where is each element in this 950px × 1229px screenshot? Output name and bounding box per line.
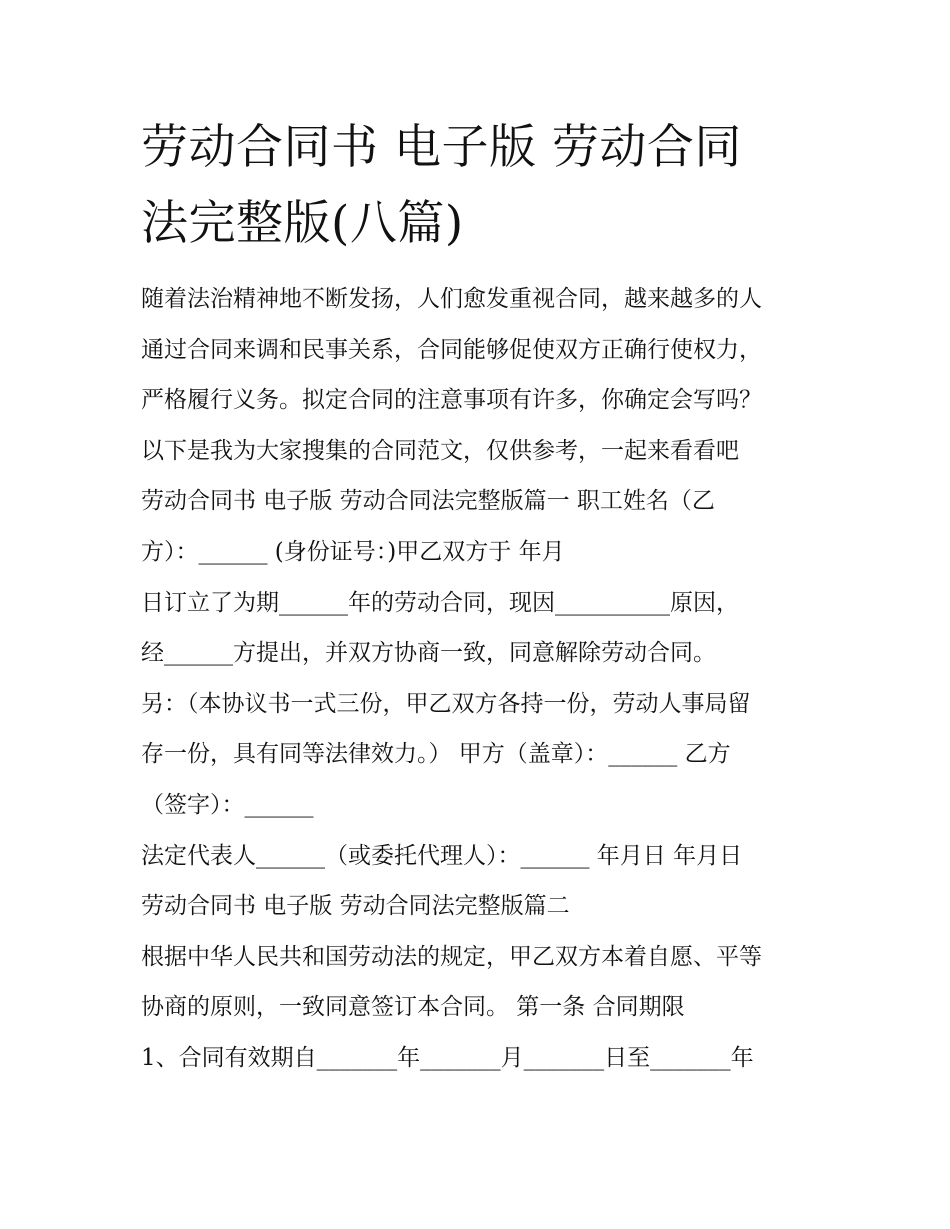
body-line-6: 方）：______ (身份证号：)甲乙双方于 年月 — [141, 538, 565, 565]
body-line-14: 根据中华人民共和国劳动法的规定，甲乙双方本着自愿、平等 — [141, 943, 762, 970]
body-line-9: 另：（本协议书一式三份，甲乙双方各持一份，劳动人事局留 — [141, 690, 751, 717]
body-line-11: （签字）：______ — [141, 791, 314, 818]
body-line-1: 随着法治精神地不断发扬，人们愈发重视合同，越来越多的人 — [141, 286, 762, 312]
body-line-7: 日订立了为期______年的劳动合同，现因__________原因， — [141, 589, 739, 616]
body-line-10: 存一份，具有同等法律效力。） 甲方（盖章）：______ 乙方 — [141, 741, 731, 768]
body-line-13: 劳动合同书 电子版 劳动合同法完整版篇二 — [141, 893, 570, 920]
title-line-2: 法完整版(八篇) — [141, 196, 464, 251]
document-page — [141, 110, 821, 1084]
document-title — [141, 110, 821, 262]
body-line-3: 严格履行义务。拟定合同的注意事项有许多，你确定会写吗？ — [141, 387, 762, 414]
body-line-15: 协商的原则，一致同意签订本合同。 第一条 合同期限 — [141, 994, 685, 1021]
body-line-8: 经______方提出，并双方协商一致，同意解除劳动合同。 — [141, 640, 716, 667]
body-line-16: 1、合同有效期自_______年_______月_______日至_______年 — [141, 1044, 754, 1071]
document-body — [141, 274, 821, 1084]
body-line-5: 劳动合同书 电子版 劳动合同法完整版篇一 职工姓名（乙 — [141, 488, 715, 515]
title-line-1: 劳动合同书 电子版 劳动合同 — [141, 120, 742, 175]
body-line-2: 通过合同来调和民事关系，合同能够促使双方正确行使权力， — [141, 336, 762, 363]
body-line-12: 法定代表人______（或委托代理人）：______ 年月日 年月日 — [141, 842, 743, 869]
body-line-4: 以下是我为大家搜集的合同范文，仅供参考，一起来看看吧 — [141, 437, 739, 464]
